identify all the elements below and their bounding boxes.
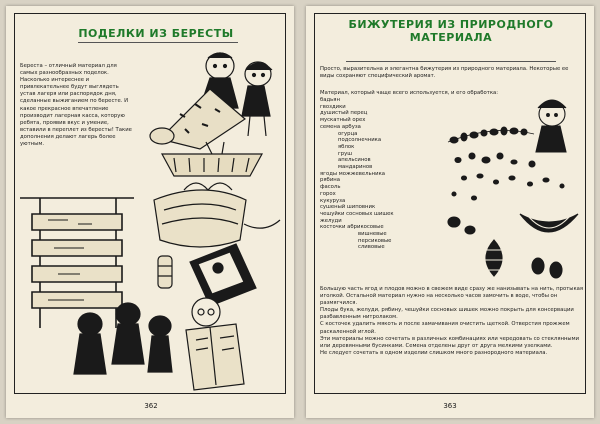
material-item: вишневые bbox=[358, 231, 387, 238]
material-item: апельсинов bbox=[338, 157, 371, 164]
right-page-title bbox=[336, 18, 566, 44]
material-item: душистый перец bbox=[320, 110, 368, 117]
left-page-number: 362 bbox=[144, 402, 158, 410]
bottom-paragraph: Большую часть ягод и плодов можно в свежем виде сразу же нанизывать на нить, протыкая иголкой. Остальной материал нужно на несколько часов замочить в воде, чтобы он размягчился. bbox=[320, 286, 584, 307]
material-item: персиковые bbox=[358, 237, 392, 244]
right-page-number: 363 bbox=[443, 402, 457, 410]
material-item: подсолнечника bbox=[338, 137, 382, 144]
right-page bbox=[306, 6, 594, 418]
left-title-underline bbox=[78, 42, 238, 43]
bottom-paragraph: С косточек удалить мякоть и после замачивания очистить щеткой. Отверстия прожжем раскаленной иглой. bbox=[320, 321, 570, 335]
material-item: косточки абрикосовые bbox=[320, 224, 384, 231]
material-item: бадьян bbox=[320, 97, 340, 103]
bottom-paragraph: Эти материалы можно сочетать в различных комбинациях или чередовать со стеклянными или деревянными бусинками. Семена отделены друг от друга мелкими узелками. bbox=[320, 335, 580, 349]
material-item: рябина bbox=[320, 177, 340, 184]
material-item: сушеный шиповник bbox=[320, 204, 376, 211]
material-item: желуди bbox=[320, 217, 342, 224]
material-item: мускатный орех bbox=[320, 117, 366, 124]
material-item: груш bbox=[338, 150, 353, 157]
material-item: яблок bbox=[338, 143, 355, 150]
right-title-line-1: БИЖУТЕРИЯ ИЗ ПРИРОДНОГО bbox=[348, 18, 554, 31]
right-materials-intro: Материал, который чаще всего используется, и его обработка: bbox=[320, 90, 499, 96]
bottom-paragraph: Плоды бука, желуди, рябину, чешуйки сосновых шишек можно покрыть для консервации разбавленным нитролаком. bbox=[320, 307, 574, 321]
material-item: ягоды можжевельника bbox=[320, 170, 386, 177]
material-item: мандаринов bbox=[338, 164, 373, 171]
right-title-underline bbox=[346, 61, 556, 62]
left-paragraph: Береста – отличный материал для самых разнообразных поделок. Насколько интереснее и привлекательнее будут выглядеть устав лагеря или распорядок дня, сделанные выжиганием по бересте. И какое прекрасное впечатление производит лагерная касса, которую ребята, проявив вкус и умение, вставили в переплет из бересты! Такие дополнения делают лагерь более уютным. bbox=[20, 63, 132, 148]
material-item: семена арбуза bbox=[320, 123, 361, 130]
material-item: горох bbox=[320, 190, 336, 197]
materials-list bbox=[320, 97, 430, 251]
right-bottom-text bbox=[320, 286, 584, 357]
children-reading-illustration bbox=[56, 290, 256, 400]
left-page bbox=[6, 6, 294, 418]
material-item: гвоздики bbox=[320, 103, 346, 110]
material-item: огурца bbox=[338, 130, 358, 137]
right-intro: Просто, выразительна и элегантна бижутерия из природного материала. Некоторые ее виды сохраняют специфический аромат. bbox=[320, 66, 569, 80]
material-item: кукуруза bbox=[320, 197, 346, 204]
bottom-paragraph: Не следует сочетать в одном изделии слишком много разнородного материала. bbox=[320, 349, 548, 356]
material-item: сливовые bbox=[358, 244, 385, 251]
right-title-line-2: МАТЕРИАЛА bbox=[409, 31, 493, 44]
kids-with-birch-bark-illustration bbox=[140, 44, 280, 154]
material-item: фасоль bbox=[320, 184, 341, 191]
left-page-title: ПОДЕЛКИ ИЗ БЕРЕСТЫ bbox=[78, 27, 234, 40]
birch-bark-crafts-illustration bbox=[134, 144, 284, 314]
material-item: чешуйки сосновых шишек bbox=[320, 210, 394, 217]
natural-materials-illustration bbox=[434, 90, 586, 290]
